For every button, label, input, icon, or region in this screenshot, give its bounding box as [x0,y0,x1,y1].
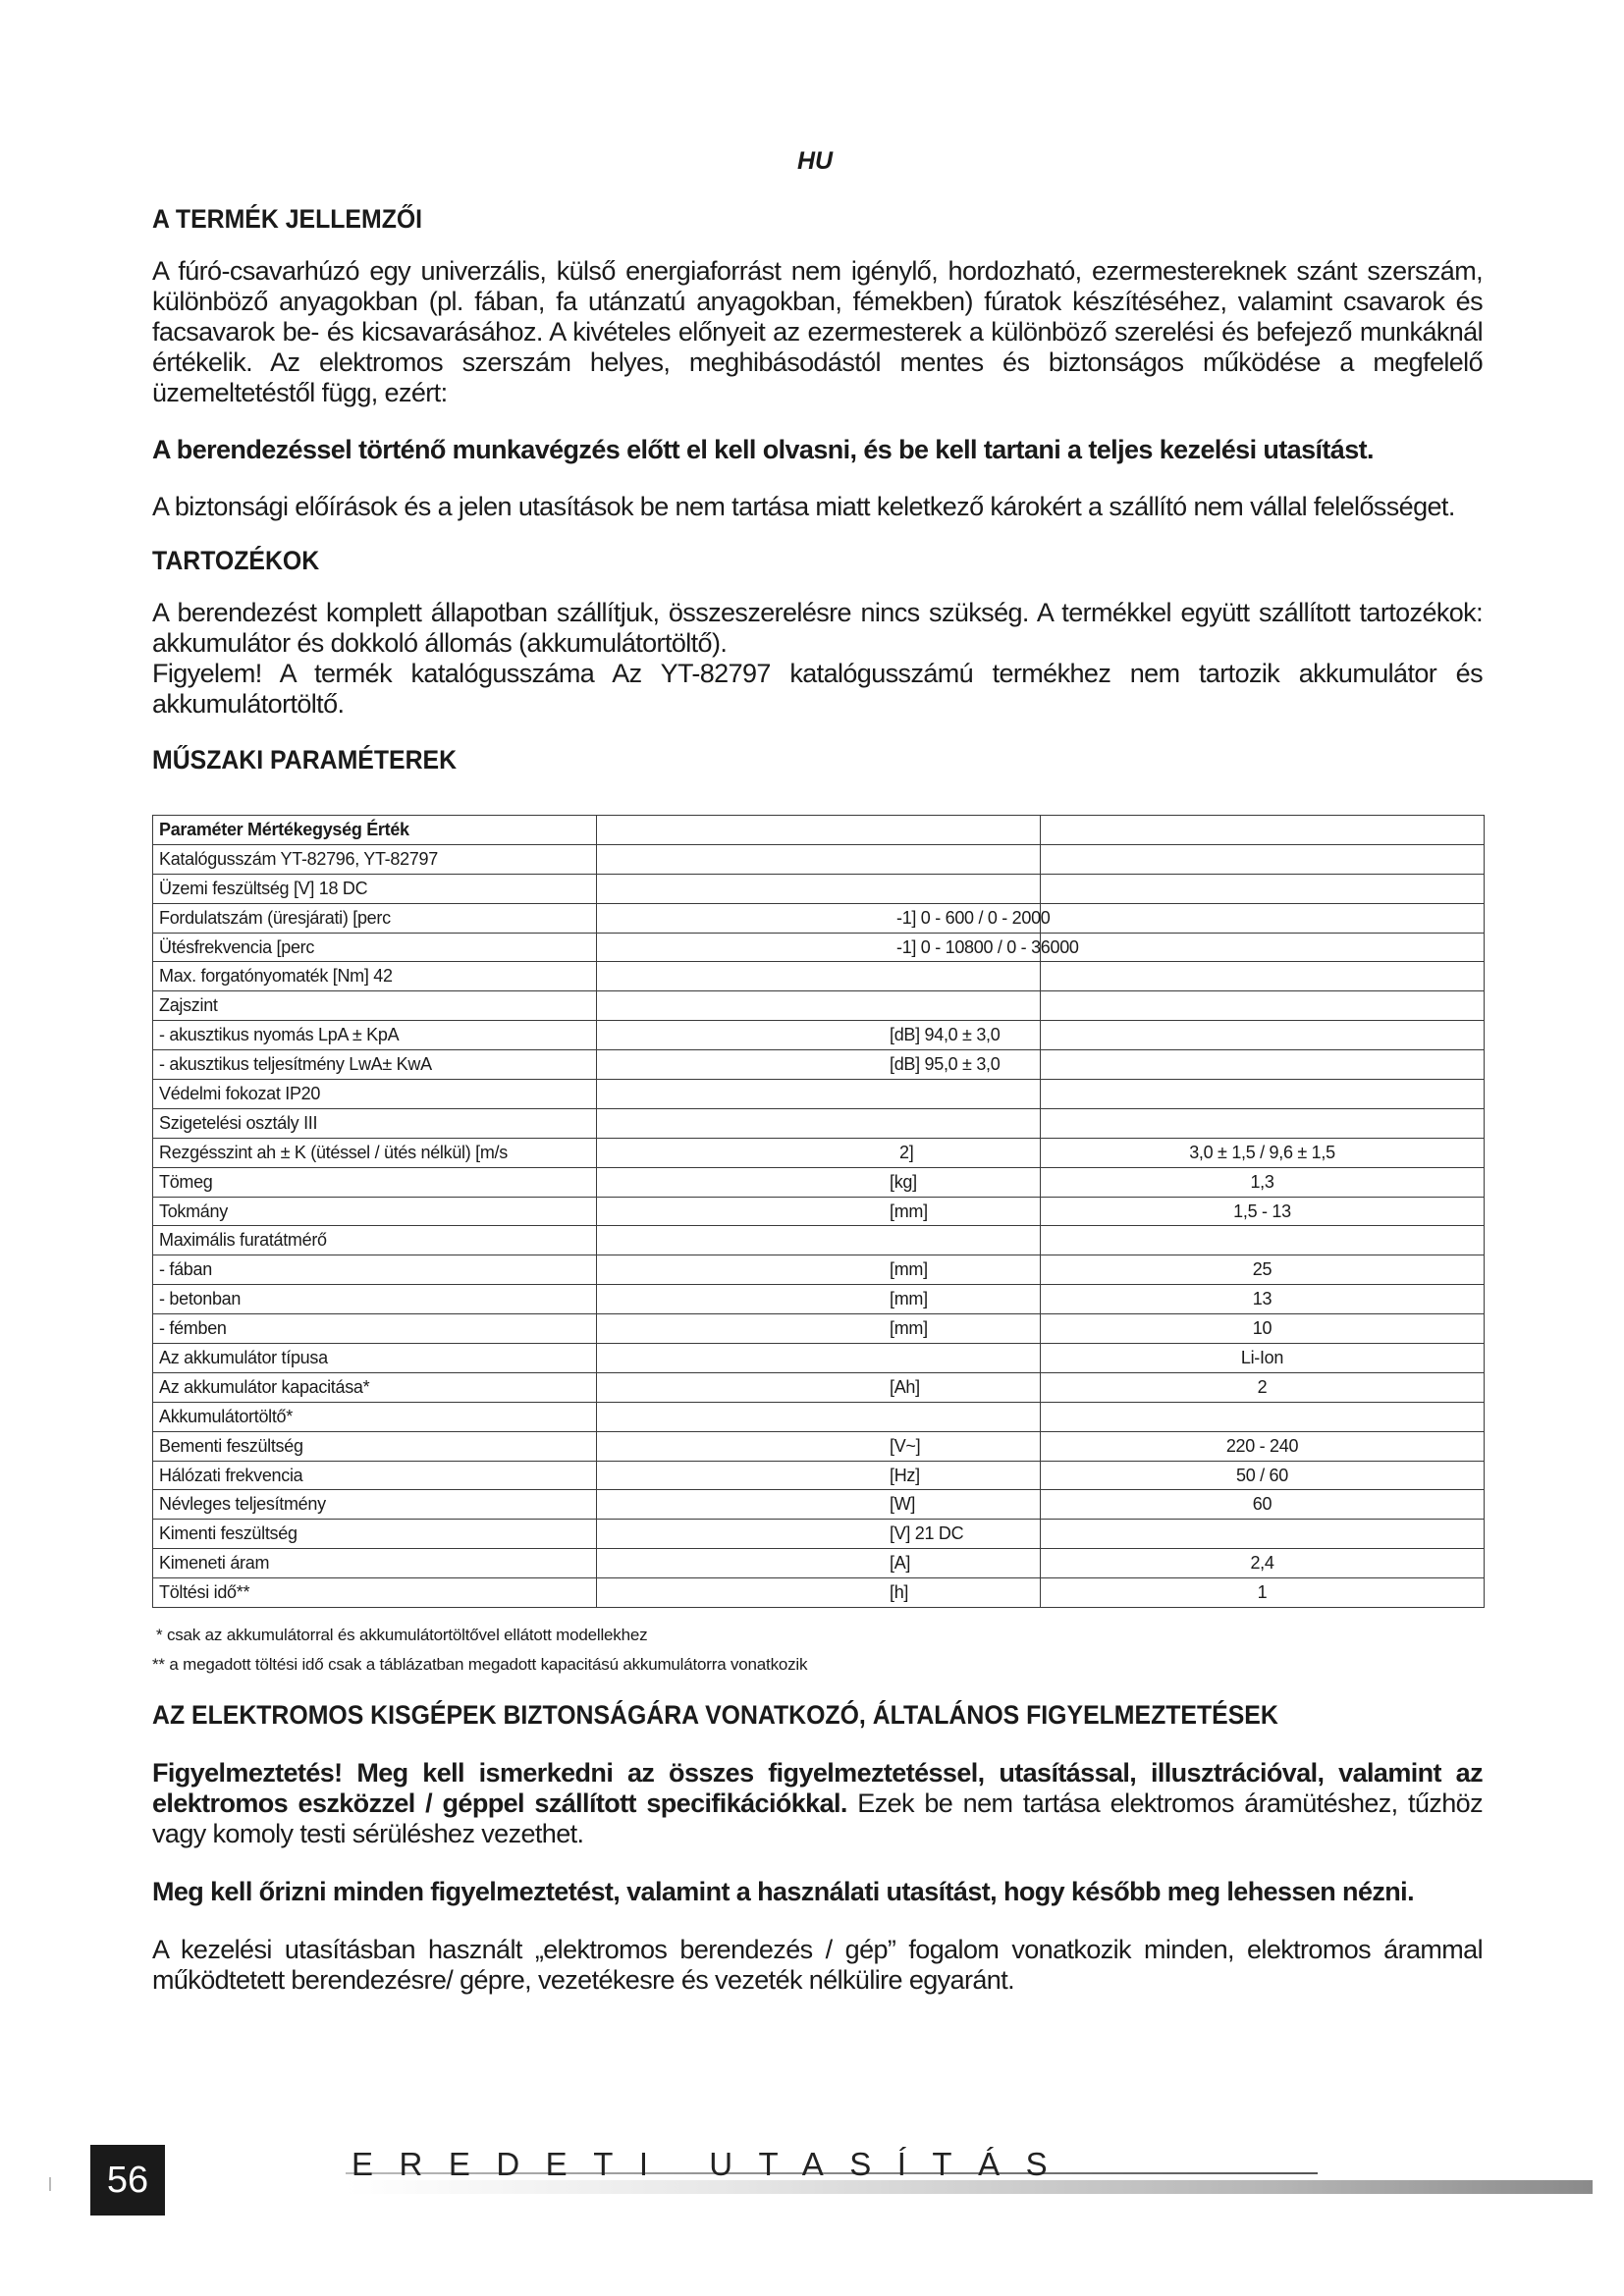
unit-value: [mm] [890,1259,928,1280]
value: 1 [1257,1582,1268,1603]
table-row [153,1344,1485,1373]
table-row [153,1167,1485,1197]
parameter-name: Fordulatszám (üresjárati) [perc [159,907,391,928]
table-cell [597,1490,1041,1520]
table-cell [153,1255,597,1285]
unit-value: [kg] [890,1171,917,1192]
table-cell [1041,1197,1485,1226]
table-cell [597,1461,1041,1490]
unit-value: -1] 0 - 600 / 0 - 2000 [896,907,1051,928]
table-cell [597,1578,1041,1608]
unit-value: 2] [899,1142,914,1162]
page-number: 56 [90,2145,165,2216]
table-cell [597,1402,1041,1431]
unit-value: [Hz] [890,1465,920,1485]
table-cell [1041,1520,1485,1549]
value: 1,3 [1250,1171,1274,1192]
table-row [153,1255,1485,1285]
table-cell [153,1490,597,1520]
table-cell [1041,1285,1485,1314]
table-cell [1041,1226,1485,1255]
safety-paragraph-1 [152,1758,1483,1849]
value: 220 - 240 [1225,1435,1299,1456]
unit-value: [h] [890,1582,909,1603]
unit-value: [mm] [890,1201,928,1221]
features-warning: A berendezéssel történő munkavégzés előtt el kell olvasni, és be kell tartani a teljes kezelési utasítást. [152,435,1374,464]
table-cell [153,1520,597,1549]
table-row [153,1050,1485,1080]
table-row [153,1372,1485,1402]
table-cell [1041,1402,1485,1431]
table-cell [153,874,597,903]
parameter-name: Töltési idő** [159,1582,250,1603]
footer-label: EREDETI UTASÍTÁS [352,2146,1074,2182]
table-cell [597,1520,1041,1549]
footer-tick [49,2177,51,2191]
parameter-name: Katalógusszám YT-82796, YT-82797 [159,848,438,869]
table-row [153,1549,1485,1578]
table-cell [1041,844,1485,874]
table-row [153,903,1485,933]
features-liability: A biztonsági előírások és a jelen utasítások be nem tartása miatt keletkező károkért a szállító nem vállal felelősséget. [152,492,1455,521]
spec-table [152,815,1485,1608]
table-cell [153,1344,597,1373]
page-content [152,204,1483,1996]
parameter-name: Maximális furatátmérő [159,1230,327,1251]
table-cell [1041,1549,1485,1578]
table-cell [153,1226,597,1255]
table-cell [597,1138,1041,1167]
table-cell [1041,1578,1485,1608]
table-cell [1041,1080,1485,1109]
table-cell [597,903,1051,933]
safety-paragraph-3: A kezelési utasításban használt „elektromos berendezés / gép” fogalom vonatkozik minden, elektromos árammal működtetett berendezésre/ gépre, vezetékesre és vezeték nélkülire egyaránt. [152,1935,1483,1996]
unit-value: [mm] [890,1289,928,1309]
table-row [153,816,1485,845]
table-cell [597,1226,1041,1255]
table-cell [597,933,1079,962]
params-title: MŰSZAKI PARAMÉTEREK [152,745,458,774]
table-cell [1041,1490,1485,1520]
table-cell [1041,816,1485,845]
value: 25 [1252,1259,1272,1280]
parameter-name: Max. forgatónyomaték [Nm] 42 [159,966,393,987]
table-cell [1041,933,1485,962]
table-cell [1041,903,1485,933]
table-row [153,1197,1485,1226]
safety-paragraph-2: Meg kell őrizni minden figyelmeztetést, valamint a használati utasítást, hogy később meg lehessen nézni. [152,1877,1414,1907]
table-cell [153,1372,597,1402]
value: 2,4 [1250,1553,1274,1574]
features-title: A TERMÉK JELLEMZŐI [152,204,423,234]
parameter-name: Bementi feszültség [159,1435,303,1456]
parameter-name: Az akkumulátor kapacitása* [159,1376,370,1397]
table-cell [597,1197,1041,1226]
table-cell [153,816,597,845]
table-row [153,962,1485,991]
table-row [153,1461,1485,1490]
parameter-name: Zajszint [159,995,218,1016]
value: 13 [1252,1289,1272,1309]
parameter-name: Névleges teljesítmény [159,1494,326,1515]
table-cell [597,1021,1041,1050]
table-row [153,1431,1485,1461]
table-cell [1041,1138,1485,1167]
table-cell [153,1431,597,1461]
table-cell [597,962,1041,991]
parameter-name: Az akkumulátor típusa [159,1347,328,1367]
table-cell [1041,991,1485,1021]
table-cell [597,1050,1041,1080]
unit-value: [Ah] [890,1376,920,1397]
table-cell [153,1578,597,1608]
table-cell [153,1167,597,1197]
parameter-name: Tokmány [159,1201,228,1221]
table-cell [153,1461,597,1490]
table-cell [153,1080,597,1109]
table-row [153,1402,1485,1431]
table-row [153,1021,1485,1050]
table-row [153,1285,1485,1314]
table-cell [153,1549,597,1578]
parameter-name: - betonban [159,1289,242,1309]
table-cell [1041,1255,1485,1285]
accessories-note: Figyelem! A termék katalógusszáma Az YT-82797 katalógusszámú termékhez nem tartozik akkumulátor és akkumulátortöltő. [152,659,1483,719]
parameter-name: - akusztikus teljesítmény LwA± KwA [159,1054,432,1075]
table-cell [1041,1050,1485,1080]
parameter-name: Paraméter Mértékegység Érték [159,819,409,839]
table-cell [1041,1021,1485,1050]
table-row [153,1226,1485,1255]
footnote-2: ** a megadott töltési idő csak a táblázatban megadott kapacitású akkumulátorra vonatkozik [152,1655,808,1675]
unit-value: [dB] 94,0 ± 3,0 [890,1025,1001,1045]
table-cell [153,903,597,933]
table-cell [153,1021,597,1050]
unit-value: [W] [890,1494,916,1515]
table-cell [597,844,1041,874]
table-cell [597,816,1041,845]
table-row [153,991,1485,1021]
safety-warning-bold: Figyelmeztetés! Meg kell ismerkedni az összes figyelmeztetéssel, utasítással, illusztrációval, valamint az elektromos eszközzel / géppel szállított specifikációkkal. [152,1758,1483,1819]
table-cell [597,1344,1041,1373]
table-cell [597,1431,1041,1461]
parameter-name: Üzemi feszültség [V] 18 DC [159,878,368,898]
table-cell [597,874,1041,903]
parameter-name: Rezgésszint ah ± K (ütéssel / ütés nélkül) [m/s [159,1142,508,1162]
table-cell [597,991,1041,1021]
table-row [153,1314,1485,1344]
table-cell [1041,1372,1485,1402]
table-cell [153,933,597,962]
parameter-name: Kimenti feszültség [159,1523,298,1544]
table-row [153,1108,1485,1138]
table-row [153,1080,1485,1109]
table-cell [597,1167,1041,1197]
table-cell [1041,1314,1485,1344]
value: Li-Ion [1240,1347,1284,1367]
accessories-paragraph: A berendezést komplett állapotban szállítjuk, összeszerelésre nincs szükség. A termékkel együtt szállított tartozékok: akkumulátor és dokkoló állomás (akkumulátortöltő). [152,598,1483,658]
table-row [153,844,1485,874]
table-cell [1041,874,1485,903]
table-cell [153,1108,597,1138]
features-paragraph: A fúró-csavarhúzó egy univerzális, külső energiaforrást nem igénylő, hordozható, ezermestereknek szánt szerszám, különböző anyagokban (pl. fában, fa utánzatú anyagokban, fémekben) fúratok készítéséhez, valamint csavarok és facsavarok be- és kicsavarásához. A kivételes előnyeit az ezermesterek a különböző szerelési és befejező munkáknál értékelik. Az elektromos szerszám helyes, meghibásodástól mentes és biztonságos működése a megfelelő üzemeltetéstől függ, ezért: [152,256,1483,407]
table-cell [597,1108,1041,1138]
parameter-name: Akkumulátortöltő* [159,1406,293,1426]
parameter-name: - akusztikus nyomás LpA ± KpA [159,1025,400,1045]
table-cell [597,1372,1041,1402]
accessories-title: TARTOZÉKOK [152,546,320,575]
language-code: HU [796,147,834,175]
table-cell [153,991,597,1021]
parameter-name: Hálózati frekvencia [159,1465,303,1485]
parameter-name: Tömeg [159,1171,213,1192]
table-cell [1041,1431,1485,1461]
unit-value: [dB] 95,0 ± 3,0 [890,1054,1001,1075]
parameter-name: - fémben [159,1318,227,1339]
unit-value: [V] 21 DC [890,1523,964,1544]
table-cell [153,1138,597,1167]
safety-title: AZ ELEKTROMOS KISGÉPEK BIZTONSÁGÁRA VONATKOZÓ, ÁLTALÁNOS FIGYELMEZTETÉSEK [152,1700,1278,1731]
safety-warning-rest: Ezek be nem tartása elektromos áramütéshez, tűzhöz vagy komoly testi sérüléshez vezethet. [152,1789,1483,1849]
table-cell [597,1255,1041,1285]
value: 10 [1252,1318,1272,1339]
table-cell [597,1285,1041,1314]
table-cell [1041,1108,1485,1138]
table-cell [1041,1344,1485,1373]
unit-value: [V~] [890,1435,921,1456]
unit-value: [A] [890,1553,911,1574]
table-cell [153,1050,597,1080]
parameter-name: Védelmi fokozat IP20 [159,1083,321,1103]
spec-table-body [153,816,1485,1608]
table-row [153,933,1485,962]
table-cell [153,1314,597,1344]
parameter-name: - fában [159,1259,212,1280]
table-cell [153,962,597,991]
table-cell [1041,962,1485,991]
value: 2 [1257,1376,1268,1397]
table-cell [597,1549,1041,1578]
value: 1,5 - 13 [1233,1201,1291,1221]
table-cell [153,1285,597,1314]
value: 3,0 ± 1,5 / 9,6 ± 1,5 [1189,1142,1335,1162]
table-row [153,874,1485,903]
table-cell [1041,1461,1485,1490]
value: 50 / 60 [1236,1465,1288,1485]
parameter-name: Szigetelési osztály III [159,1112,318,1133]
table-cell [153,1402,597,1431]
table-row [153,1490,1485,1520]
table-cell [1041,1167,1485,1197]
value: 60 [1252,1494,1272,1515]
unit-value: [mm] [890,1318,928,1339]
parameter-name: Kimeneti áram [159,1553,270,1574]
unit-value: -1] 0 - 10800 / 0 - 36000 [896,936,1079,957]
table-row [153,1520,1485,1549]
table-row [153,1578,1485,1608]
parameter-name: Ütésfrekvencia [perc [159,936,315,957]
table-row [153,1138,1485,1167]
table-cell [597,1080,1041,1109]
table-cell [597,1314,1041,1344]
table-cell [153,1197,597,1226]
footnote-1: * csak az akkumulátorral és akkumulátortöltővel ellátott modellekhez [156,1626,648,1645]
table-cell [153,844,597,874]
